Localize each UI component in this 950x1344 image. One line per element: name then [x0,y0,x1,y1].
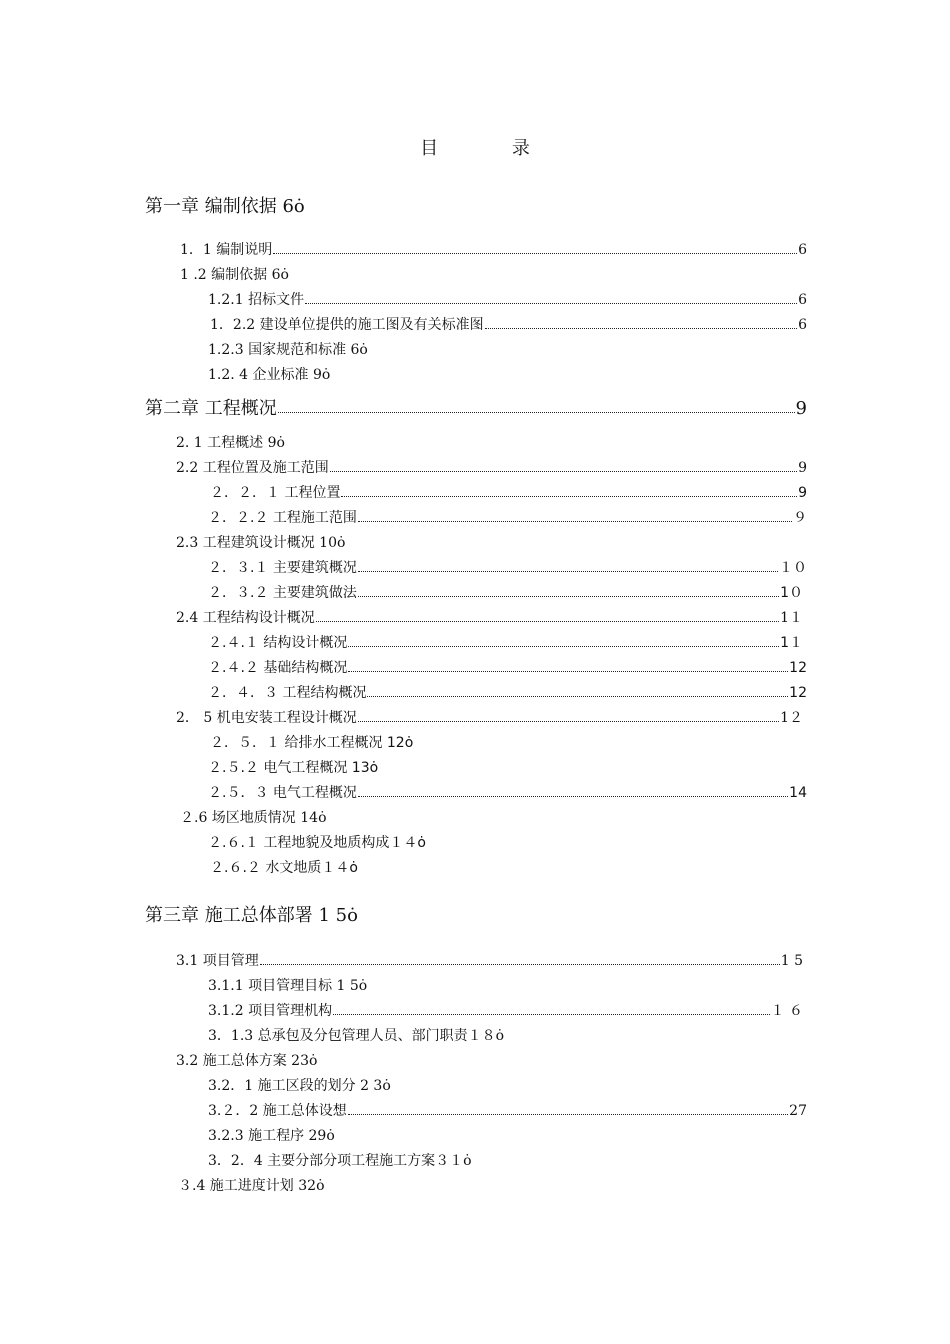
toc-entry-label: ２.６.１ 工程地貌及地质构成１４ȯ [208,835,426,851]
toc-entry-label: ２.6 场区地质情况 14ȯ [180,810,327,826]
toc-entry-label: 2.2 工程位置及施工范围 [176,460,329,476]
toc-entry-label: 3．1.3 总承包及分包管理人员、部门职责１８ȯ [208,1028,505,1044]
dot-leader [348,671,788,672]
toc-page-number: ９ [793,510,807,526]
toc-entry-label: 3.２．2 施工总体设想 [208,1103,347,1119]
toc-entry-label: ２.４.２ 基础结构概况 [208,660,348,676]
toc-entry-2-3-2[interactable] [208,581,803,605]
toc-entry-label: ２．３.２ 主要建筑做法 [208,585,357,601]
toc-page-number: 1２ [780,710,803,726]
toc-entry-2-4-3[interactable] [208,681,807,705]
toc-entry-label: ２．３.１ 主要建筑概况 [208,560,357,576]
toc-entry-2-1[interactable] [176,431,807,455]
toc-entry-label: ２．４．３ 工程结构概况 [208,685,367,701]
toc-entry-2-2[interactable] [176,456,807,480]
toc-entry-2-6-2[interactable] [210,856,807,880]
toc-entry-label: 1.2.1 招标文件 [208,292,305,308]
toc-entry-label: 第二章 工程概况 [145,398,277,419]
dot-leader [260,964,780,965]
toc-entry-3-4[interactable] [178,1174,807,1198]
toc-entry-label: 2． 5 机电安装工程设计概况 [176,710,357,726]
toc-entry-label: 3.2.3 施工程序 29ȯ [208,1128,335,1144]
dot-leader [485,328,797,329]
toc-chapter-1[interactable] [145,192,807,222]
toc-page-number: 9 [798,460,807,476]
toc-entry-2-6[interactable] [180,806,807,830]
toc-entry-2-4[interactable] [176,606,803,630]
toc-entry-label: ２.６.２ 水文地质１４ȯ [210,860,358,876]
toc-entry-label: 3.2．1 施工区段的划分 2 3ȯ [208,1078,391,1094]
toc-entry-label: 2.4 工程结构设计概况 [176,610,315,626]
toc-entry-2-3[interactable] [176,531,807,555]
toc-entry-label: 3.1.2 项目管理机构 [208,1003,333,1019]
toc-entry-1-2-3[interactable] [208,338,807,362]
toc-entry-label: 3.1.1 项目管理目标 1 5ȯ [208,978,368,994]
toc-page-number: 27 [789,1103,807,1119]
toc-entry-label: ２．２.２ 工程施工范围 [208,510,357,526]
dot-leader [358,521,792,522]
toc-entry-label: 第一章 编制依据 6ȯ [145,196,305,217]
dot-leader [348,646,779,647]
toc-page-number: 6 [798,292,807,308]
toc-entry-label: ２.５.２ 电气工程概况 13ȯ [208,760,379,776]
toc-entry-1-2-1[interactable] [208,288,807,312]
toc-entry-label: ２.５．３ 电气工程概况 [208,785,357,801]
toc-entry-2-2-1[interactable] [210,481,807,505]
toc-entry-3-2-4[interactable] [208,1149,807,1173]
toc-entry-label: 1 .2 编制依据 6ȯ [180,267,289,283]
toc-page-number: １ ６ [770,1003,803,1019]
toc-entry-2-3-1[interactable] [208,556,807,580]
toc-entry-label: 1.2.3 国家规范和标准 6ȯ [208,342,368,358]
toc-entry-1-1[interactable] [180,238,807,262]
toc-entry-2-5[interactable] [176,706,803,730]
toc-entry-label: ２．２．１ 工程位置 [210,485,341,501]
toc-page-number: 12 [789,685,807,701]
toc-entry-3-2-2[interactable] [208,1099,807,1123]
toc-chapter-3[interactable] [145,901,807,931]
toc-entry-label: ３.4 施工进度计划 32ȯ [178,1178,325,1194]
toc-entry-3-1[interactable] [176,949,803,973]
dot-leader [278,412,795,413]
toc-entry-label: 3.2 施工总体方案 23ȯ [176,1053,318,1069]
toc-page-number: 1１ [780,635,803,651]
toc-entry-3-2-3[interactable] [208,1124,807,1148]
dot-leader [358,596,779,597]
toc-entry-1-2-2[interactable] [210,313,807,337]
toc-entry-label: 1．1 编制说明 [180,242,273,258]
toc-page-number: 9 [798,485,807,501]
dot-leader [330,471,797,472]
toc-page-number: 6 [798,242,807,258]
toc-page-number: 6 [798,317,807,333]
toc-page-number: 9 [795,398,807,419]
toc-entry-3-1-3[interactable] [208,1024,807,1048]
dot-leader [348,1114,788,1115]
toc-entry-label: 3．2．4 主要分部分项工程施工方案３１ȯ [208,1153,472,1169]
toc-page-number: 14 [789,785,807,801]
dot-leader [367,696,788,697]
toc-entry-2-5-2[interactable] [208,756,807,780]
dot-leader [358,721,779,722]
toc-entry-2-6-1[interactable] [208,831,807,855]
dot-leader [358,571,778,572]
toc-entry-1-2[interactable] [180,263,807,287]
dot-leader [273,253,797,254]
toc-entry-label: ２．５．１ 给排水工程概况 12ȯ [210,735,414,751]
toc-entry-3-1-1[interactable] [208,974,807,998]
toc-entry-2-5-1[interactable] [210,731,807,755]
toc-entry-label: 2. 1 工程概述 9ȯ [176,435,285,451]
toc-entry-label: 1．2.2 建设单位提供的施工图及有关标准图 [210,317,484,333]
toc-entry-2-5-3[interactable] [208,781,807,805]
dot-leader [305,303,797,304]
toc-entry-2-4-1[interactable] [208,631,803,655]
toc-entry-1-2-4[interactable] [208,363,807,387]
toc-page-number: 1 5 [780,953,803,969]
toc-entry-2-2-2[interactable] [208,506,807,530]
toc-page-number: １０ [779,560,807,576]
page-title: 目 录 [420,138,564,159]
toc-entry-label: 3.1 项目管理 [176,953,259,969]
toc-entry-label: 1.2. 4 企业标准 9ȯ [208,367,331,383]
toc-entry-3-2-1[interactable] [208,1074,807,1098]
toc-page-number: 12 [789,660,807,676]
toc-entry-label: ２.４.１ 结构设计概况 [208,635,348,651]
toc-entry-3-1-2[interactable] [208,999,803,1023]
toc-entry-3-2[interactable] [176,1049,807,1073]
toc-chapter-2[interactable] [145,394,807,424]
toc-page-number: 1０ [780,585,803,601]
dot-leader [316,621,779,622]
toc-entry-label: 第三章 施工总体部署 1 5ȯ [145,905,358,926]
toc-entry-label: 2.3 工程建筑设计概况 10ȯ [176,535,346,551]
toc-page-number: 1１ [780,610,803,626]
dot-leader [341,496,797,497]
toc-entry-2-4-2[interactable] [208,656,807,680]
dot-leader [358,796,788,797]
dot-leader [333,1014,769,1015]
